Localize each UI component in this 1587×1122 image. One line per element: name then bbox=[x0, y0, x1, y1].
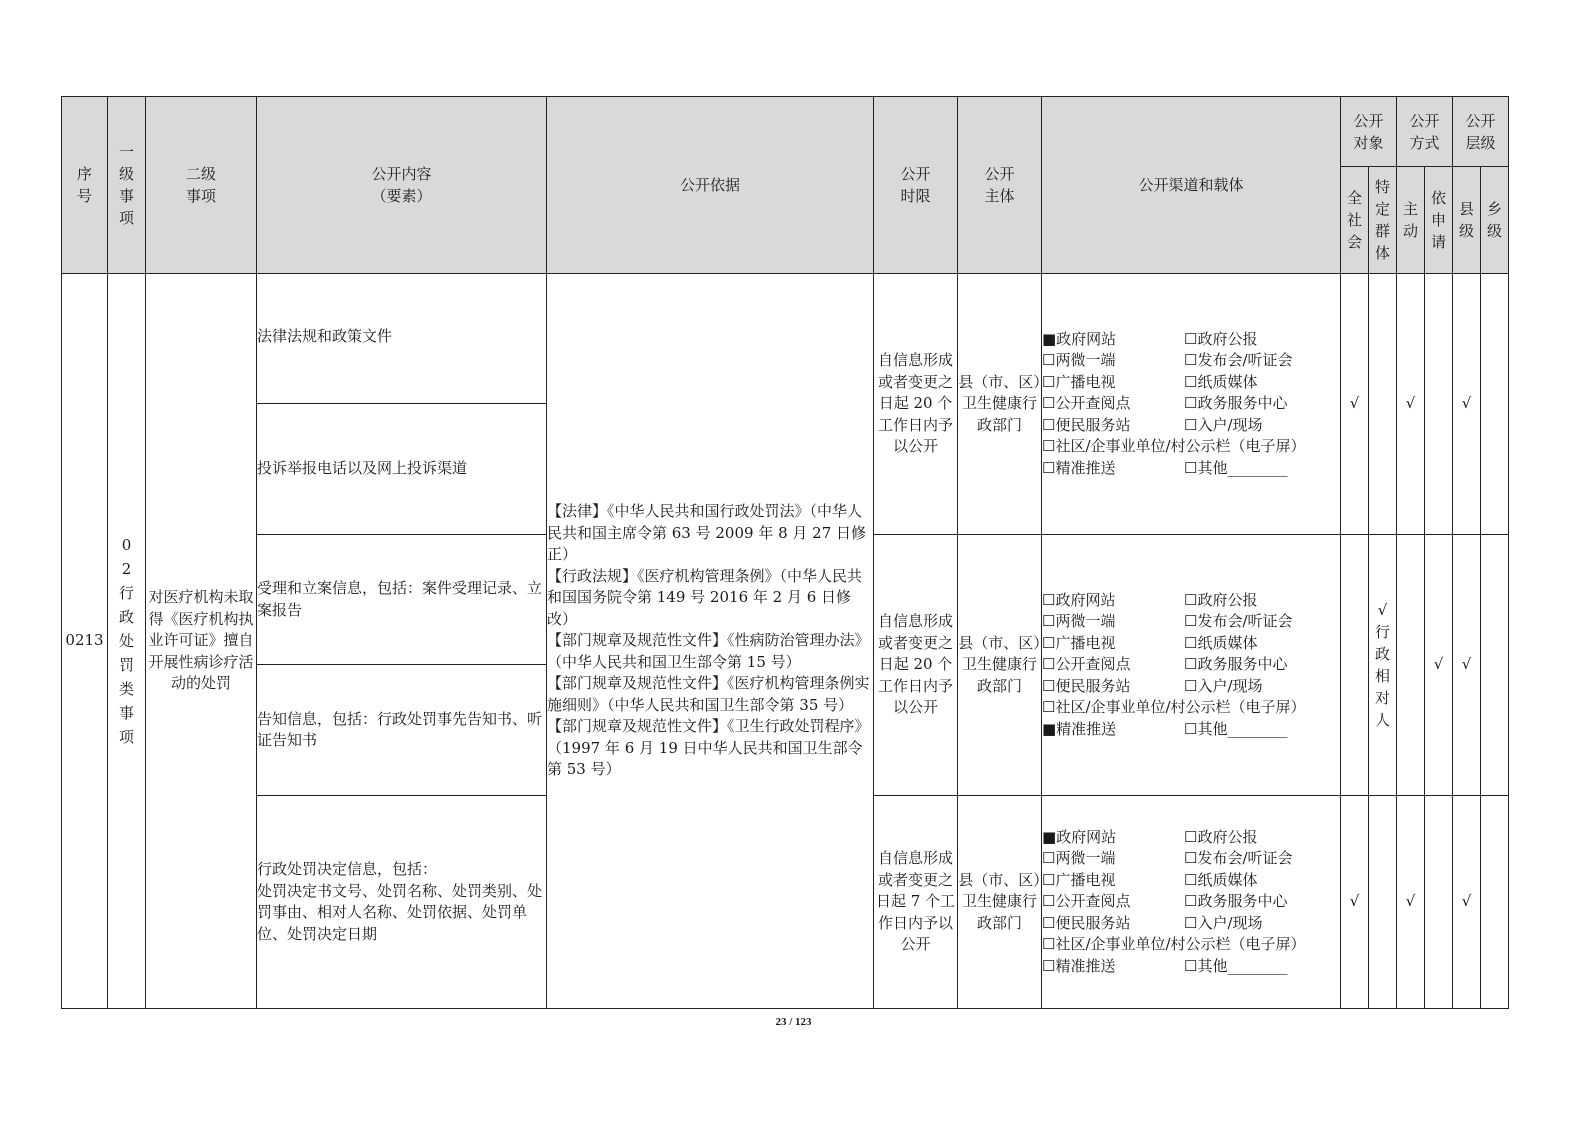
channel-bulletin-board: ☐社区/企事业单位/村公示栏（电子屏） bbox=[1042, 935, 1306, 954]
channel-government-gazette: ☐政府公报 bbox=[1184, 329, 1258, 348]
header-level-group: 公开层级 bbox=[1453, 97, 1509, 167]
header-target-specific: 特定群体 bbox=[1369, 167, 1397, 274]
disclosure-subject: 县（市、区）卫生健康行政部门 bbox=[958, 274, 1042, 535]
channel-precise-push: ☐精准推送 bbox=[1042, 956, 1116, 975]
channel-government-gazette: ☐政府公报 bbox=[1184, 827, 1258, 846]
disclosure-basis: 【法律】《中华人民共和国行政处罚法》（中华人民共和国主席令第 63 号 2009 年 8 月 27 日修正） 【行政法规】《医疗机构管理条例》（中华人民共和国国务院令第 149 号 2016 年 2 月 6 日修改） 【部门规章及规范性文件】《性病防治管理办法》（中华人民共和国卫生部令第 15 号） 【部门规章及规范性文件】《医疗机构管理条例实施细则》（中华人民共和国卫生部令第 35 号） 【部门规章及规范性文件】《卫生行政处罚程序》（1997 年 6 月 19 日中华人民共和国卫生部令第 53 号） bbox=[547, 274, 874, 1009]
time-limit: 自信息形成或者变更之日起 20 个工作日内予以公开 bbox=[874, 535, 958, 796]
channel-paper-media: ☐纸质媒体 bbox=[1184, 372, 1258, 391]
mark-target-all bbox=[1341, 535, 1369, 796]
mark-target-specific bbox=[1369, 274, 1397, 535]
page-number: 23 / 123 bbox=[775, 1016, 812, 1028]
mark-method-active: √ bbox=[1397, 274, 1425, 535]
mark-level-county: √ bbox=[1453, 796, 1481, 1009]
channel-other: ☐其他________ bbox=[1184, 719, 1288, 738]
channel-door-to-door: ☐入户/现场 bbox=[1184, 913, 1263, 932]
header-basis: 公开依据 bbox=[547, 97, 874, 274]
channel-radio-tv: ☐广播电视 bbox=[1042, 633, 1116, 652]
channel-government-website: ■政府网站 bbox=[1042, 329, 1117, 348]
channel-government-gazette: ☐政府公报 bbox=[1184, 590, 1258, 609]
header-level-county: 县级 bbox=[1453, 167, 1481, 274]
disclosure-table bbox=[61, 96, 1509, 1009]
header-seq: 序号 bbox=[62, 97, 108, 274]
channel-press-conference: ☐发布会/听证会 bbox=[1184, 849, 1293, 868]
channel-public-reading-point: ☐公开查阅点 bbox=[1042, 892, 1131, 911]
content-item: 行政处罚决定信息，包括： 处罚决定书文号、处罚名称、处罚类别、处罚事由、相对人名称、处罚依据、处罚单位、处罚决定日期 bbox=[257, 796, 547, 1009]
channel-door-to-door: ☐入户/现场 bbox=[1184, 676, 1263, 695]
header-method-request: 依申请 bbox=[1425, 167, 1453, 274]
header-level1: 一级事项 bbox=[108, 97, 146, 274]
time-limit: 自信息形成或者变更之日起 7 个工作日内予以公开 bbox=[874, 796, 958, 1009]
header-channels: 公开渠道和载体 bbox=[1042, 97, 1341, 274]
header-time-limit: 公开时限 bbox=[874, 97, 958, 274]
row-level2: 对医疗机构未取得《医疗机构执业许可证》擅自开展性病诊疗活动的处罚 bbox=[146, 274, 257, 1009]
channel-government-website: ☐政府网站 bbox=[1042, 590, 1116, 609]
channel-paper-media: ☐纸质媒体 bbox=[1184, 870, 1258, 889]
content-item: 投诉举报电话以及网上投诉渠道 bbox=[257, 404, 547, 535]
channel-government-website: ■政府网站 bbox=[1042, 827, 1117, 846]
mark-target-all: √ bbox=[1341, 274, 1369, 535]
channel-service-center: ☐政务服务中心 bbox=[1184, 655, 1288, 674]
disclosure-subject: 县（市、区）卫生健康行政部门 bbox=[958, 535, 1042, 796]
header-method-active: 主动 bbox=[1397, 167, 1425, 274]
header-level2: 二级事项 bbox=[146, 97, 257, 274]
mark-target-all: √ bbox=[1341, 796, 1369, 1009]
channel-convenience-station: ☐便民服务站 bbox=[1042, 676, 1131, 695]
mark-method-request bbox=[1425, 796, 1453, 1009]
mark-level-township bbox=[1481, 274, 1509, 535]
mark-level-county: √ bbox=[1453, 274, 1481, 535]
header-level-township: 乡级 bbox=[1481, 167, 1509, 274]
mark-method-request bbox=[1425, 274, 1453, 535]
channel-bulletin-board: ☐社区/企事业单位/村公示栏（电子屏） bbox=[1042, 437, 1306, 456]
channel-bulletin-board: ☐社区/企事业单位/村公示栏（电子屏） bbox=[1042, 698, 1306, 717]
disclosure-subject: 县（市、区）卫生健康行政部门 bbox=[958, 796, 1042, 1009]
mark-method-active: √ bbox=[1397, 796, 1425, 1009]
mark-target-specific bbox=[1369, 796, 1397, 1009]
channel-press-conference: ☐发布会/听证会 bbox=[1184, 351, 1293, 370]
row-seq: 0213 bbox=[62, 274, 108, 1009]
content-item: 告知信息，包括：行政处罚事先告知书、听证告知书 bbox=[257, 665, 547, 796]
content-item: 法律法规和政策文件 bbox=[257, 274, 547, 404]
channel-service-center: ☐政务服务中心 bbox=[1184, 394, 1288, 413]
channel-other: ☐其他________ bbox=[1184, 956, 1288, 975]
channel-convenience-station: ☐便民服务站 bbox=[1042, 913, 1131, 932]
channel-radio-tv: ☐广播电视 bbox=[1042, 372, 1116, 391]
row-level1: 02行政处罚类事项 bbox=[108, 274, 146, 1009]
header-method-group: 公开方式 bbox=[1397, 97, 1453, 167]
channel-press-conference: ☐发布会/听证会 bbox=[1184, 612, 1293, 631]
header-target-all: 全社会 bbox=[1341, 167, 1369, 274]
header-target-group: 公开对象 bbox=[1341, 97, 1397, 167]
mark-level-township bbox=[1481, 535, 1509, 796]
channel-door-to-door: ☐入户/现场 bbox=[1184, 415, 1263, 434]
channel-service-center: ☐政务服务中心 bbox=[1184, 892, 1288, 911]
channel-radio-tv: ☐广播电视 bbox=[1042, 870, 1116, 889]
mark-level-township bbox=[1481, 796, 1509, 1009]
channel-precise-push: ■精准推送 bbox=[1042, 719, 1117, 738]
content-item: 受理和立案信息，包括：案件受理记录、立案报告 bbox=[257, 535, 547, 665]
mark-level-county: √ bbox=[1453, 535, 1481, 796]
channels-box bbox=[1042, 274, 1341, 535]
channel-two-micro-one-app: ☐两微一端 bbox=[1042, 351, 1116, 370]
channel-other: ☐其他________ bbox=[1184, 458, 1288, 477]
channels-box bbox=[1042, 535, 1341, 796]
channel-public-reading-point: ☐公开查阅点 bbox=[1042, 655, 1131, 674]
header-subject: 公开主体 bbox=[958, 97, 1042, 274]
channels-box bbox=[1042, 796, 1341, 1009]
mark-target-specific: √行政相对人 bbox=[1369, 535, 1397, 796]
channel-public-reading-point: ☐公开查阅点 bbox=[1042, 394, 1131, 413]
mark-method-request: √ bbox=[1425, 535, 1453, 796]
channel-two-micro-one-app: ☐两微一端 bbox=[1042, 849, 1116, 868]
channel-paper-media: ☐纸质媒体 bbox=[1184, 633, 1258, 652]
channel-two-micro-one-app: ☐两微一端 bbox=[1042, 612, 1116, 631]
header-content: 公开内容 （要素） bbox=[257, 97, 547, 274]
channel-precise-push: ☐精准推送 bbox=[1042, 458, 1116, 477]
time-limit: 自信息形成或者变更之日起 20 个工作日内予以公开 bbox=[874, 274, 958, 535]
mark-method-active bbox=[1397, 535, 1425, 796]
channel-convenience-station: ☐便民服务站 bbox=[1042, 415, 1131, 434]
